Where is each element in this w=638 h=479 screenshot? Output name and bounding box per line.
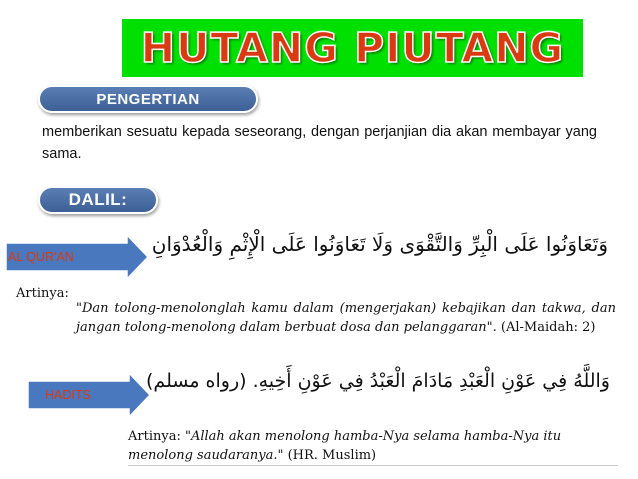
quran-translation-body bbox=[76, 299, 616, 337]
quran-arabic-verse: وَتَعَاوَنُوا عَلَى الْبِرِّ وَالتَّقْوَى وَلَا تَعَاوَنُوا عَلَى الْإِثْمِ وَالْعُدْوَانِ bbox=[151, 232, 608, 256]
dalil-heading bbox=[38, 186, 158, 214]
hadits-arabic-text: وَاللَّهُ فِي عَوْنِ الْعَبْدِ مَادَامَ الْعَبْدُ فِي عَوْنِ أَخِيهِ. (رواه مسلم) bbox=[146, 370, 610, 392]
quran-label: AL QUR'AN bbox=[8, 250, 74, 264]
pengertian-definition: memberikan sesuatu kepada seseorang, dengan perjanjian dia akan membayar yang sama. bbox=[42, 124, 597, 162]
slide-title: HUTANG PIUTANG bbox=[140, 24, 565, 72]
title-banner bbox=[122, 19, 583, 77]
dalil-heading-label: DALIL: bbox=[68, 190, 128, 209]
hadits-translation-label: Artinya: bbox=[128, 429, 181, 444]
quran-translation-text: "Dan tolong-menolonglah kamu dalam (mengerjakan) kebajikan dan takwa, dan jangan tolong-menolong dalam berbuat dosa dan pelanggaran". bbox=[76, 301, 616, 335]
pengertian-heading bbox=[38, 85, 258, 113]
hadits-translation-body bbox=[128, 427, 616, 465]
hadits-translation bbox=[128, 424, 618, 466]
quran-translation bbox=[16, 284, 616, 344]
quran-arrow bbox=[5, 234, 150, 280]
pengertian-heading-label: PENGERTIAN bbox=[96, 90, 200, 108]
hadits-arrow bbox=[27, 372, 152, 418]
hadits-label: HADITS bbox=[45, 388, 91, 402]
hadits-reference: (HR. Muslim) bbox=[287, 448, 377, 463]
quran-reference: (Al-Maidah: 2) bbox=[500, 320, 596, 335]
quran-translation-label: Artinya: bbox=[16, 286, 69, 301]
hadits-translation-text: "Allah akan menolong hamba-Nya selama hamba-Nya itu menolong saudaranya." bbox=[128, 429, 562, 463]
